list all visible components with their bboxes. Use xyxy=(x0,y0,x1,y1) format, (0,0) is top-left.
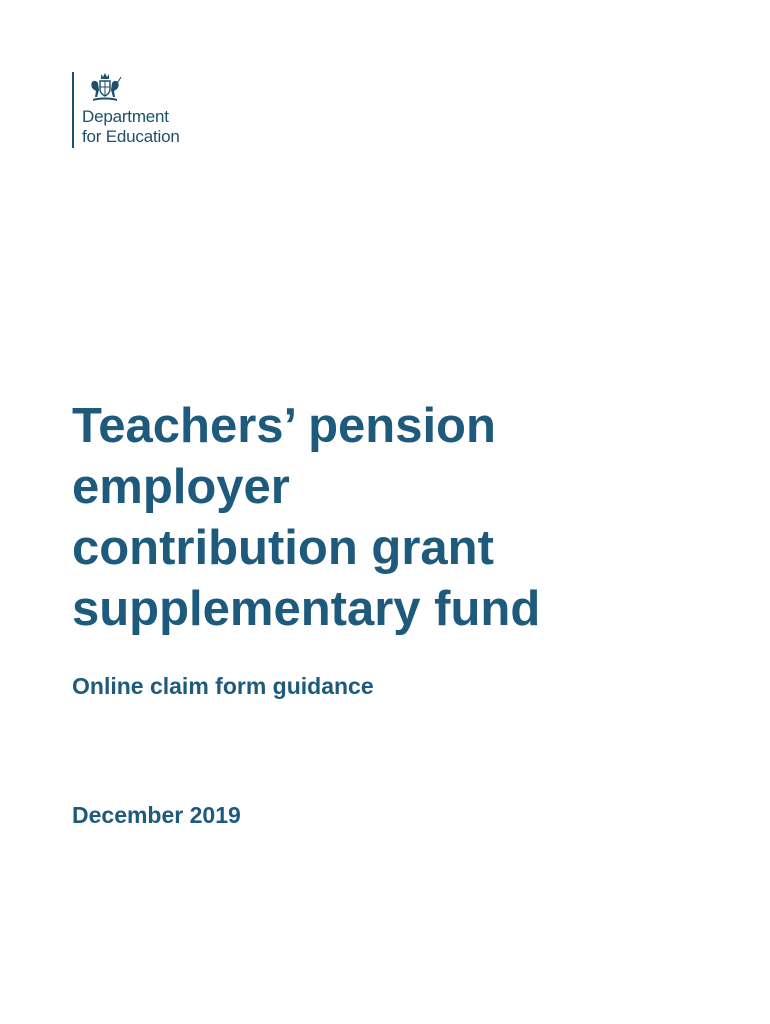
department-logo xyxy=(72,72,180,148)
document-title xyxy=(72,396,712,640)
title-line: employer xyxy=(72,460,290,514)
title-line: contribution grant xyxy=(72,521,494,575)
logo-body xyxy=(82,72,180,147)
title-line: supplementary fund xyxy=(72,582,541,636)
logo-divider xyxy=(72,72,74,148)
department-name-line1: Department xyxy=(82,107,169,126)
coat-of-arms-icon xyxy=(88,72,122,104)
publication-date: December 2019 xyxy=(72,802,241,828)
title-line: Teachers’ pension xyxy=(72,399,496,453)
document-subtitle: Online claim form guidance xyxy=(72,673,374,699)
department-name-line2: for Education xyxy=(82,127,180,146)
